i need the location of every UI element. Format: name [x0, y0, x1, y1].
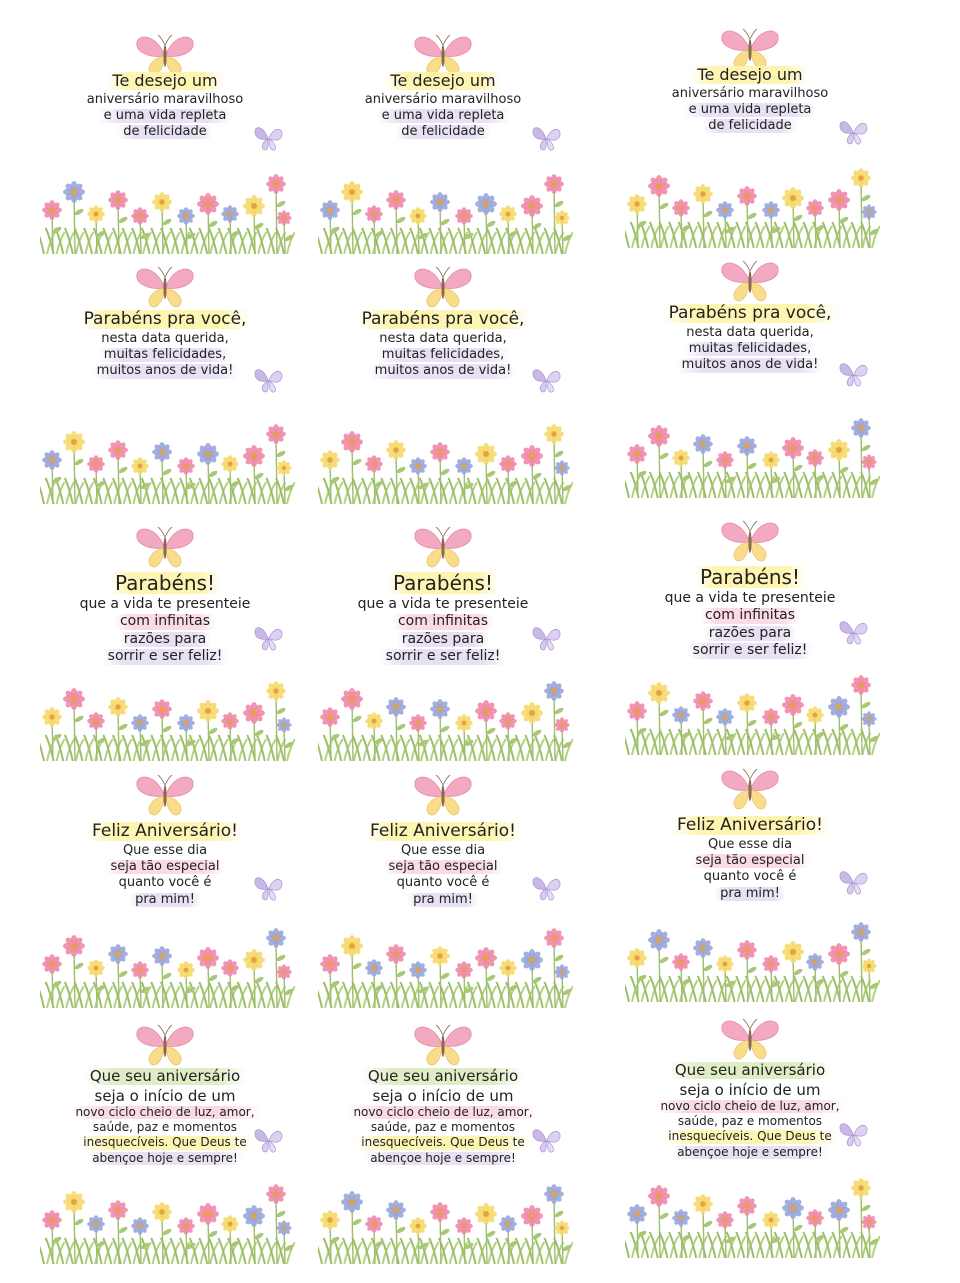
flower-meadow-icon	[625, 1174, 880, 1258]
greeting-line: seja tão especial	[383, 860, 504, 874]
greeting-card	[318, 258, 618, 513]
butterfly-icon	[413, 772, 473, 818]
greeting-card	[625, 1006, 925, 1261]
butterfly-icon	[135, 524, 195, 570]
small-butterfly-icon	[252, 1122, 286, 1156]
greeting-line: aniversário maravilhoso	[364, 91, 522, 107]
greeting-line: Que esse dia	[122, 842, 208, 858]
greeting-line: Que esse dia	[707, 836, 793, 852]
greeting-card	[40, 258, 340, 513]
greeting-title: Parabéns pra você,	[663, 304, 838, 323]
small-butterfly-icon	[837, 114, 871, 148]
greeting-line: e uma vida repleta	[683, 103, 818, 117]
small-butterfly-icon	[252, 870, 286, 904]
greeting-line: saúde, paz e momentos	[370, 1120, 516, 1135]
greeting-title: Feliz Aniversário!	[671, 816, 829, 835]
greeting-line: abençoe hoje e sempre!	[364, 1152, 522, 1165]
butterfly-icon	[720, 518, 780, 564]
greeting-line: de felicidade	[702, 119, 797, 133]
greeting-title: Te desejo um	[106, 72, 223, 90]
greeting-line: com infinitas	[114, 614, 216, 629]
greeting-title: Feliz Aniversário!	[364, 822, 522, 841]
greeting-line: novo ciclo cheio de luz, amor,	[69, 1106, 260, 1119]
small-butterfly-icon	[530, 620, 564, 654]
flower-meadow-icon	[318, 420, 573, 504]
butterfly-icon	[413, 264, 473, 310]
greeting-line: muitos anos de vida!	[91, 364, 240, 378]
greeting-line: novo ciclo cheio de luz, amor,	[347, 1106, 538, 1119]
greeting-title: Te desejo um	[691, 66, 808, 84]
greeting-title: Parabéns pra você,	[78, 310, 253, 329]
greeting-title: Que seu aniversário	[669, 1062, 831, 1079]
butterfly-icon	[413, 524, 473, 570]
greeting-card	[625, 754, 925, 1009]
greeting-line: Que esse dia	[400, 842, 486, 858]
greeting-line: quanto você é	[396, 875, 490, 891]
butterfly-icon	[720, 766, 780, 812]
butterfly-icon	[135, 772, 195, 818]
small-butterfly-icon	[252, 362, 286, 396]
small-butterfly-icon	[530, 120, 564, 154]
greeting-card	[625, 252, 925, 507]
greeting-card	[40, 760, 340, 1015]
greeting-line: sorrir e ser feliz!	[102, 649, 229, 664]
greeting-line: nesta data querida,	[101, 330, 229, 346]
greeting-title: Que seu aniversário	[362, 1068, 524, 1085]
greeting-card	[318, 1012, 618, 1267]
greeting-line: sorrir e ser feliz!	[380, 649, 507, 664]
greeting-line: que a vida te presenteie	[79, 596, 251, 612]
butterfly-icon	[135, 1022, 195, 1068]
greeting-line: razões para	[703, 626, 797, 641]
greeting-line: muitas felicidades,	[683, 342, 817, 356]
flower-meadow-icon	[40, 170, 295, 254]
greeting-line: muitas felicidades,	[98, 348, 232, 362]
greeting-line: muitos anos de vida!	[369, 364, 518, 378]
greeting-card	[40, 512, 340, 767]
greeting-line: pra mim!	[714, 887, 786, 901]
greeting-card	[625, 506, 925, 761]
flower-meadow-icon	[40, 1180, 295, 1264]
greeting-line: abençoe hoje e sempre!	[86, 1152, 244, 1165]
greeting-line: e uma vida repleta	[98, 109, 233, 123]
flower-meadow-icon	[318, 924, 573, 1008]
flower-meadow-icon	[318, 677, 573, 761]
greeting-title: Parabéns!	[109, 572, 221, 594]
greeting-card	[318, 512, 618, 767]
flower-meadow-icon	[40, 420, 295, 504]
flower-meadow-icon	[40, 677, 295, 761]
small-butterfly-icon	[837, 614, 871, 648]
greeting-line: aniversário maravilhoso	[671, 85, 829, 101]
greeting-title: Feliz Aniversário!	[86, 822, 244, 841]
greeting-line: seja tão especial	[105, 860, 226, 874]
greeting-line: saúde, paz e momentos	[677, 1114, 823, 1129]
butterfly-icon	[135, 264, 195, 310]
greeting-line: com infinitas	[699, 608, 801, 623]
greeting-line: de felicidade	[395, 125, 490, 139]
greeting-line: novo ciclo cheio de luz, amor,	[654, 1100, 845, 1113]
greeting-line: muitas felicidades,	[376, 348, 510, 362]
greeting-line: nesta data querida,	[379, 330, 507, 346]
greeting-line: pra mim!	[129, 893, 201, 907]
flower-meadow-icon	[625, 414, 880, 498]
butterfly-icon	[720, 1016, 780, 1062]
small-butterfly-icon	[837, 864, 871, 898]
butterfly-icon	[413, 1022, 473, 1068]
greeting-line: seja o início de um	[94, 1086, 236, 1105]
greeting-line: razões para	[118, 632, 212, 647]
greeting-line: que a vida te presenteie	[357, 596, 529, 612]
flower-meadow-icon	[625, 671, 880, 755]
greeting-line: inesquecíveis. Que Deus te	[662, 1130, 837, 1143]
greeting-line: aniversário maravilhoso	[86, 91, 244, 107]
greeting-line: quanto você é	[118, 875, 212, 891]
greeting-line: pra mim!	[407, 893, 479, 907]
greeting-line: inesquecíveis. Que Deus te	[77, 1136, 252, 1149]
greeting-card	[318, 10, 618, 265]
greeting-line: com infinitas	[392, 614, 494, 629]
greeting-card	[40, 10, 340, 265]
greeting-title: Parabéns!	[387, 572, 499, 594]
small-butterfly-icon	[252, 120, 286, 154]
greeting-line: razões para	[396, 632, 490, 647]
greeting-line: inesquecíveis. Que Deus te	[355, 1136, 530, 1149]
greeting-card	[40, 1012, 340, 1267]
greeting-title: Te desejo um	[384, 72, 501, 90]
small-butterfly-icon	[530, 362, 564, 396]
greeting-line: saúde, paz e momentos	[92, 1120, 238, 1135]
greeting-line: nesta data querida,	[686, 324, 814, 340]
flower-meadow-icon	[318, 170, 573, 254]
greeting-title: Parabéns pra você,	[356, 310, 531, 329]
greeting-line: abençoe hoje e sempre!	[671, 1146, 829, 1159]
small-butterfly-icon	[530, 1122, 564, 1156]
greeting-line: sorrir e ser feliz!	[687, 643, 814, 658]
greeting-line: quanto você é	[703, 869, 797, 885]
greeting-line: e uma vida repleta	[376, 109, 511, 123]
greeting-line: de felicidade	[117, 125, 212, 139]
greeting-line: seja tão especial	[690, 854, 811, 868]
greeting-title: Parabéns!	[694, 566, 806, 588]
small-butterfly-icon	[530, 870, 564, 904]
small-butterfly-icon	[837, 356, 871, 390]
flower-meadow-icon	[40, 924, 295, 1008]
flower-meadow-icon	[318, 1180, 573, 1264]
greeting-card	[318, 760, 618, 1015]
flower-meadow-icon	[625, 918, 880, 1002]
greeting-line: que a vida te presenteie	[664, 590, 836, 606]
greeting-line: seja o início de um	[679, 1080, 821, 1099]
greeting-card	[625, 4, 925, 259]
flower-meadow-icon	[625, 164, 880, 248]
small-butterfly-icon	[837, 1116, 871, 1150]
greeting-line: seja o início de um	[372, 1086, 514, 1105]
greeting-title: Que seu aniversário	[84, 1068, 246, 1085]
butterfly-icon	[720, 258, 780, 304]
greeting-line: muitos anos de vida!	[676, 358, 825, 372]
small-butterfly-icon	[252, 620, 286, 654]
